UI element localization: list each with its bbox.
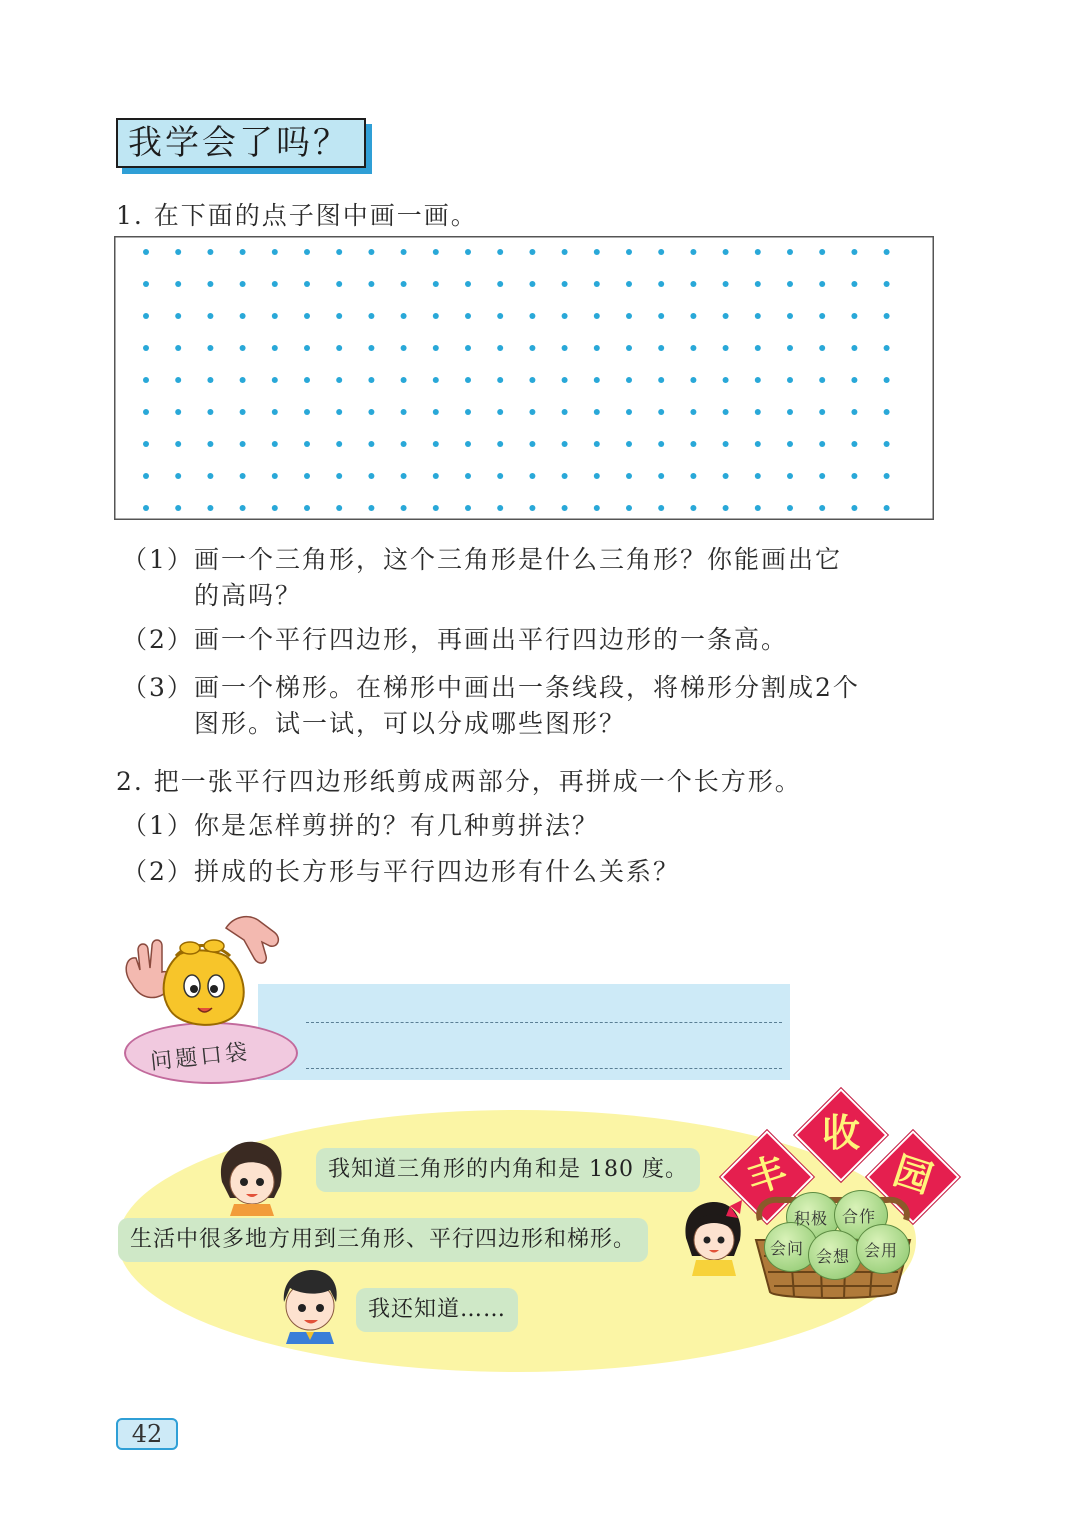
grid-dot (787, 505, 793, 511)
grid-dot (819, 377, 825, 383)
grid-dot (819, 313, 825, 319)
grid-dot (884, 313, 890, 319)
grid-dot (755, 249, 761, 255)
grid-dot (723, 377, 729, 383)
grid-dot (594, 249, 600, 255)
grid-dot (336, 377, 342, 383)
q1-item-3-line1: 画一个梯形。在梯形中画出一条线段，将梯形分割成2个 (194, 673, 860, 702)
grid-dot (819, 281, 825, 287)
grid-dot (723, 313, 729, 319)
grid-dot (433, 409, 439, 415)
pocket-label: 问题口袋 (149, 1039, 252, 1076)
grid-dot (240, 473, 246, 479)
grid-dot (240, 249, 246, 255)
grid-dot (723, 249, 729, 255)
grid-dot (175, 281, 181, 287)
grid-dot (594, 281, 600, 287)
grid-dot (368, 377, 374, 383)
grid-dot (851, 377, 857, 383)
q1-item-2-line1: 画一个平行四边形，再画出平行四边形的一条高。 (194, 625, 789, 654)
pocket-dashed-line-2 (306, 1068, 782, 1069)
grid-dot (433, 345, 439, 351)
grid-dot (465, 249, 471, 255)
apple-text-4: 会想 (816, 1247, 851, 1266)
grid-dot (755, 377, 761, 383)
q2-item-2-text: 拼成的长方形与平行四边形有什么关系？ (194, 857, 681, 886)
q1-item-3-number: （3） (122, 673, 194, 702)
grid-dot (690, 313, 696, 319)
grid-dot (240, 377, 246, 383)
grid-dot (690, 281, 696, 287)
grid-dot (175, 505, 181, 511)
grid-dot (368, 281, 374, 287)
grid-dot (240, 345, 246, 351)
grid-dot (336, 473, 342, 479)
grid-dot (626, 441, 632, 447)
grid-dot (304, 409, 310, 415)
grid-dot (401, 409, 407, 415)
grid-dot (851, 249, 857, 255)
grid-dot (465, 441, 471, 447)
grid-dot (143, 281, 149, 287)
grid-dot (723, 505, 729, 511)
grid-dot (723, 473, 729, 479)
grid-dot (562, 249, 568, 255)
grid-dot (143, 313, 149, 319)
grid-dot (658, 377, 664, 383)
grid-dot (207, 281, 213, 287)
grid-dot (175, 313, 181, 319)
grid-dot (884, 473, 890, 479)
q1-item-1-line2: 的高吗？ (194, 581, 303, 610)
grid-dot (401, 313, 407, 319)
grid-dot (497, 505, 503, 511)
section-heading: 我学会了吗？ (116, 118, 366, 168)
grid-dot (465, 505, 471, 511)
dot-grid-border (115, 237, 934, 520)
grid-dot (658, 313, 664, 319)
grid-dot (240, 313, 246, 319)
grid-dot (497, 249, 503, 255)
grid-dot (884, 377, 890, 383)
grid-dot (175, 473, 181, 479)
apple-text-5: 会用 (864, 1241, 899, 1260)
grid-dot (851, 409, 857, 415)
grid-dot (401, 505, 407, 511)
grid-dot (884, 505, 890, 511)
grid-dot (626, 281, 632, 287)
grid-dot (658, 473, 664, 479)
grid-dot (175, 441, 181, 447)
harvest-title-char-3: 园 (888, 1148, 938, 1202)
q2-item-1-number: （1） (122, 811, 194, 840)
grid-dot (336, 313, 342, 319)
q2-item-2-number: （2） (122, 857, 194, 886)
grid-dot (433, 313, 439, 319)
grid-dot (755, 281, 761, 287)
grid-dot (755, 313, 761, 319)
grid-dot (175, 377, 181, 383)
grid-dot (755, 441, 761, 447)
grid-dot (884, 441, 890, 447)
grid-dot (690, 409, 696, 415)
grid-dot (368, 345, 374, 351)
q1-item-2-number: （2） (122, 625, 194, 654)
grid-dot (594, 505, 600, 511)
grid-dot (304, 505, 310, 511)
grid-dot (690, 441, 696, 447)
grid-dot (143, 249, 149, 255)
grid-dot (368, 473, 374, 479)
grid-dot (368, 313, 374, 319)
grid-dot (723, 441, 729, 447)
pocket-dashed-line-1 (306, 1022, 782, 1023)
grid-dot (851, 281, 857, 287)
grid-dot (207, 505, 213, 511)
dot-grid-area[interactable] (114, 236, 934, 520)
grid-dot (143, 345, 149, 351)
grid-dot (465, 313, 471, 319)
grid-dot (851, 313, 857, 319)
grid-dot (787, 441, 793, 447)
grid-dot (497, 409, 503, 415)
grid-dot (851, 505, 857, 511)
boy-avatar-icon (270, 1266, 350, 1344)
grid-dot (207, 377, 213, 383)
grid-dot (594, 441, 600, 447)
grid-dot (336, 441, 342, 447)
grid-dot (562, 473, 568, 479)
grid-dot (207, 409, 213, 415)
grid-dot (787, 345, 793, 351)
grid-dot (336, 409, 342, 415)
speech-bubble-middle: 生活中很多地方用到三角形、平行四边形和梯形。 (118, 1218, 648, 1262)
grid-dot (658, 281, 664, 287)
grid-dot (272, 505, 278, 511)
grid-dot (884, 345, 890, 351)
grid-dot (851, 441, 857, 447)
grid-dot (497, 313, 503, 319)
grid-dot (304, 345, 310, 351)
grid-dot (497, 377, 503, 383)
grid-dot (851, 473, 857, 479)
page-number: 42 (116, 1418, 178, 1450)
grid-dot (401, 473, 407, 479)
grid-dot (175, 409, 181, 415)
grid-dot (368, 505, 374, 511)
grid-dot (497, 345, 503, 351)
grid-dot (272, 345, 278, 351)
grid-dot (529, 281, 535, 287)
grid-dot (207, 313, 213, 319)
grid-dot (529, 505, 535, 511)
grid-dot (272, 377, 278, 383)
grid-dot (562, 313, 568, 319)
grid-dot (690, 377, 696, 383)
grid-dot (562, 409, 568, 415)
speech-bubble-boy: 我还知道…… (356, 1288, 518, 1332)
harvest-title-char-1: 丰 (742, 1148, 792, 1202)
grid-dot (433, 505, 439, 511)
grid-dot (272, 249, 278, 255)
grid-dot (401, 377, 407, 383)
grid-dot (304, 313, 310, 319)
grid-dot (594, 473, 600, 479)
grid-dot (658, 505, 664, 511)
grid-dot (755, 409, 761, 415)
grid-dot (787, 249, 793, 255)
q1-item-1-line1: 画一个三角形，这个三角形是什么三角形？你能画出它 (194, 545, 843, 574)
grid-dot (433, 249, 439, 255)
grid-dot (175, 345, 181, 351)
grid-dot (755, 505, 761, 511)
grid-dot (433, 473, 439, 479)
grid-dot (723, 409, 729, 415)
grid-dot (819, 441, 825, 447)
grid-dot (207, 345, 213, 351)
grid-dot (626, 409, 632, 415)
grid-dot (304, 473, 310, 479)
grid-dot (658, 249, 664, 255)
grid-dot (336, 505, 342, 511)
grid-dot (272, 473, 278, 479)
grid-dot (562, 377, 568, 383)
grid-dot (368, 249, 374, 255)
grid-dot (465, 377, 471, 383)
grid-dot (304, 441, 310, 447)
grid-dot (465, 473, 471, 479)
grid-dot (143, 377, 149, 383)
harvest-title-char-2: 收 (821, 1111, 860, 1155)
grid-dot (626, 473, 632, 479)
grid-dot (433, 377, 439, 383)
grid-dot (207, 473, 213, 479)
q2-item-1-text: 你是怎样剪拼的？有几种剪拼法？ (194, 811, 600, 840)
grid-dot (787, 409, 793, 415)
grid-dot (690, 473, 696, 479)
grid-dot (143, 409, 149, 415)
grid-dot (658, 345, 664, 351)
grid-dot (690, 505, 696, 511)
grid-dot (207, 441, 213, 447)
grid-dot (884, 409, 890, 415)
girl-with-bow-avatar-icon (678, 1198, 748, 1276)
grid-dot (433, 281, 439, 287)
grid-dot (884, 249, 890, 255)
grid-dot (433, 441, 439, 447)
grid-dot (336, 281, 342, 287)
grid-dot (401, 345, 407, 351)
grid-dot (143, 505, 149, 511)
grid-dot (336, 249, 342, 255)
girl-avatar-icon (212, 1138, 292, 1216)
grid-dot (336, 345, 342, 351)
grid-dot (175, 249, 181, 255)
grid-dot (851, 345, 857, 351)
grid-dot (401, 281, 407, 287)
q1-item-3-line2: 图形。试一试，可以分成哪些图形？ (194, 709, 627, 738)
grid-dot (755, 345, 761, 351)
grid-dot (626, 377, 632, 383)
grid-dot (562, 345, 568, 351)
grid-dot (787, 313, 793, 319)
grid-dot (819, 249, 825, 255)
grid-dot (626, 345, 632, 351)
grid-dot (755, 473, 761, 479)
grid-dot (529, 345, 535, 351)
question-2-title: 2. 把一张平行四边形纸剪成两部分，再拼成一个长方形。 (116, 767, 802, 796)
grid-dot (497, 473, 503, 479)
grid-dot (368, 409, 374, 415)
grid-dot (401, 249, 407, 255)
grid-dot (562, 505, 568, 511)
grid-dot (465, 345, 471, 351)
grid-dot (529, 249, 535, 255)
speech-bubble-girl: 我知道三角形的内角和是 180 度。 (316, 1148, 700, 1192)
grid-dot (690, 249, 696, 255)
grid-dot (529, 377, 535, 383)
grid-dot (240, 505, 246, 511)
grid-dot (497, 281, 503, 287)
grid-dot (562, 441, 568, 447)
grid-dot (304, 249, 310, 255)
grid-dot (465, 281, 471, 287)
grid-dot (401, 441, 407, 447)
grid-dot (787, 473, 793, 479)
grid-dot (368, 441, 374, 447)
grid-dot (272, 313, 278, 319)
grid-dot (529, 473, 535, 479)
grid-dot (272, 441, 278, 447)
grid-dot (594, 377, 600, 383)
grid-dot (884, 281, 890, 287)
grid-dot (819, 505, 825, 511)
grid-dot (594, 345, 600, 351)
grid-dot (658, 409, 664, 415)
grid-dot (690, 345, 696, 351)
grid-dot (497, 441, 503, 447)
grid-dot (529, 409, 535, 415)
grid-dot (723, 281, 729, 287)
grid-dot (787, 281, 793, 287)
grid-dot (787, 377, 793, 383)
question-1-title: 1. 在下面的点子图中画一画。 (116, 201, 478, 230)
grid-dot (594, 313, 600, 319)
grid-dot (819, 409, 825, 415)
apple-text-1: 积极 (794, 1209, 829, 1228)
grid-dot (240, 281, 246, 287)
grid-dot (658, 441, 664, 447)
grid-dot (819, 345, 825, 351)
apple-text-2: 合作 (842, 1207, 877, 1226)
grid-dot (626, 505, 632, 511)
grid-dot (240, 409, 246, 415)
grid-dot (529, 313, 535, 319)
grid-dot (240, 441, 246, 447)
apple-text-3: 会问 (770, 1239, 805, 1258)
grid-dot (626, 313, 632, 319)
grid-dot (143, 441, 149, 447)
grid-dot (562, 281, 568, 287)
grid-dot (272, 281, 278, 287)
grid-dot (594, 409, 600, 415)
pocket-mascot-icon (118, 912, 288, 1036)
grid-dot (723, 345, 729, 351)
grid-dot (626, 249, 632, 255)
q1-item-1-number: （1） (122, 545, 194, 574)
grid-dot (272, 409, 278, 415)
grid-dot (819, 473, 825, 479)
pocket-answer-panel[interactable] (258, 984, 790, 1080)
grid-dot (304, 377, 310, 383)
grid-dot (304, 281, 310, 287)
grid-dot (465, 409, 471, 415)
grid-dot (143, 473, 149, 479)
grid-dot (529, 441, 535, 447)
grid-dot (207, 249, 213, 255)
